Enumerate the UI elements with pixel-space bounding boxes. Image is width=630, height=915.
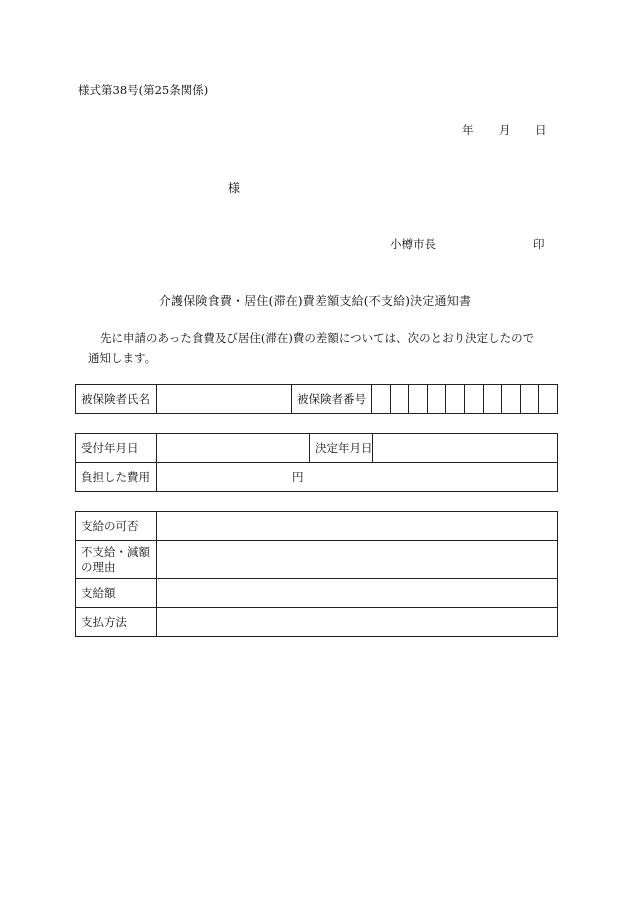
dates-cost-table <box>75 433 558 492</box>
approval-field[interactable] <box>157 512 558 541</box>
insured-number-digit-box[interactable] <box>464 385 483 414</box>
insured-number-digit-box[interactable] <box>483 385 502 414</box>
form-number: 様式第38号(第25条関係) <box>78 83 209 97</box>
method-label: 支払方法 <box>76 608 157 637</box>
insured-number-digit-box[interactable] <box>520 385 539 414</box>
insured-number-digit-box[interactable] <box>390 385 409 414</box>
insured-number-digit-box[interactable] <box>446 385 465 414</box>
dates-row <box>76 434 558 463</box>
reason-field[interactable] <box>157 541 558 579</box>
date-day: 日 <box>535 123 547 137</box>
insured-number-digit-box[interactable] <box>539 385 558 414</box>
received-date-field[interactable] <box>157 434 310 463</box>
payment-decision-table <box>75 511 558 637</box>
insured-number-digit-box[interactable] <box>409 385 428 414</box>
insured-row <box>76 385 558 414</box>
date-month: 月 <box>499 123 511 137</box>
amount-row <box>76 579 558 608</box>
insured-name-label: 被保険者氏名 <box>76 385 157 414</box>
amount-field[interactable] <box>157 579 558 608</box>
yen-unit: 円 <box>292 470 304 484</box>
addressee-suffix: 様 <box>228 181 241 195</box>
amount-label: 支給額 <box>76 579 157 608</box>
decision-date-label: 決定年月日 <box>310 434 373 463</box>
decision-date-field[interactable] <box>373 434 558 463</box>
notice-body-line2: 通知します。 <box>88 351 157 365</box>
cost-label: 負担した費用 <box>76 463 157 492</box>
notice-body-line1: 先に申請のあった食費及び居住(滞在)費の差額については、次のとおり決定したので <box>100 331 535 345</box>
date-year: 年 <box>462 123 474 137</box>
method-field[interactable] <box>157 608 558 637</box>
insured-number-digit-box[interactable] <box>372 385 391 414</box>
approval-label: 支給の可否 <box>76 512 157 541</box>
insured-number-digit-box[interactable] <box>427 385 446 414</box>
issuer-name: 小樽市長 <box>390 237 436 251</box>
date-line <box>462 122 547 138</box>
insured-name-field[interactable] <box>157 385 292 414</box>
insured-number-digit-box[interactable] <box>502 385 521 414</box>
cost-row <box>76 463 558 492</box>
reason-label-line1: 不支給・減額 <box>81 544 150 559</box>
reason-label-line2: の理由 <box>81 559 116 574</box>
insured-person-table <box>75 384 558 414</box>
cost-field[interactable] <box>157 463 558 492</box>
insured-number-label: 被保険者番号 <box>292 385 372 414</box>
reason-label <box>76 541 157 579</box>
reason-row <box>76 541 558 579</box>
approval-row <box>76 512 558 541</box>
method-row <box>76 608 558 637</box>
notice-body <box>88 328 568 368</box>
document-title: 介護保険食費・居住(滞在)費差額支給(不支給)決定通知書 <box>158 294 472 308</box>
seal-mark: 印 <box>533 237 545 251</box>
received-date-label: 受付年月日 <box>76 434 157 463</box>
